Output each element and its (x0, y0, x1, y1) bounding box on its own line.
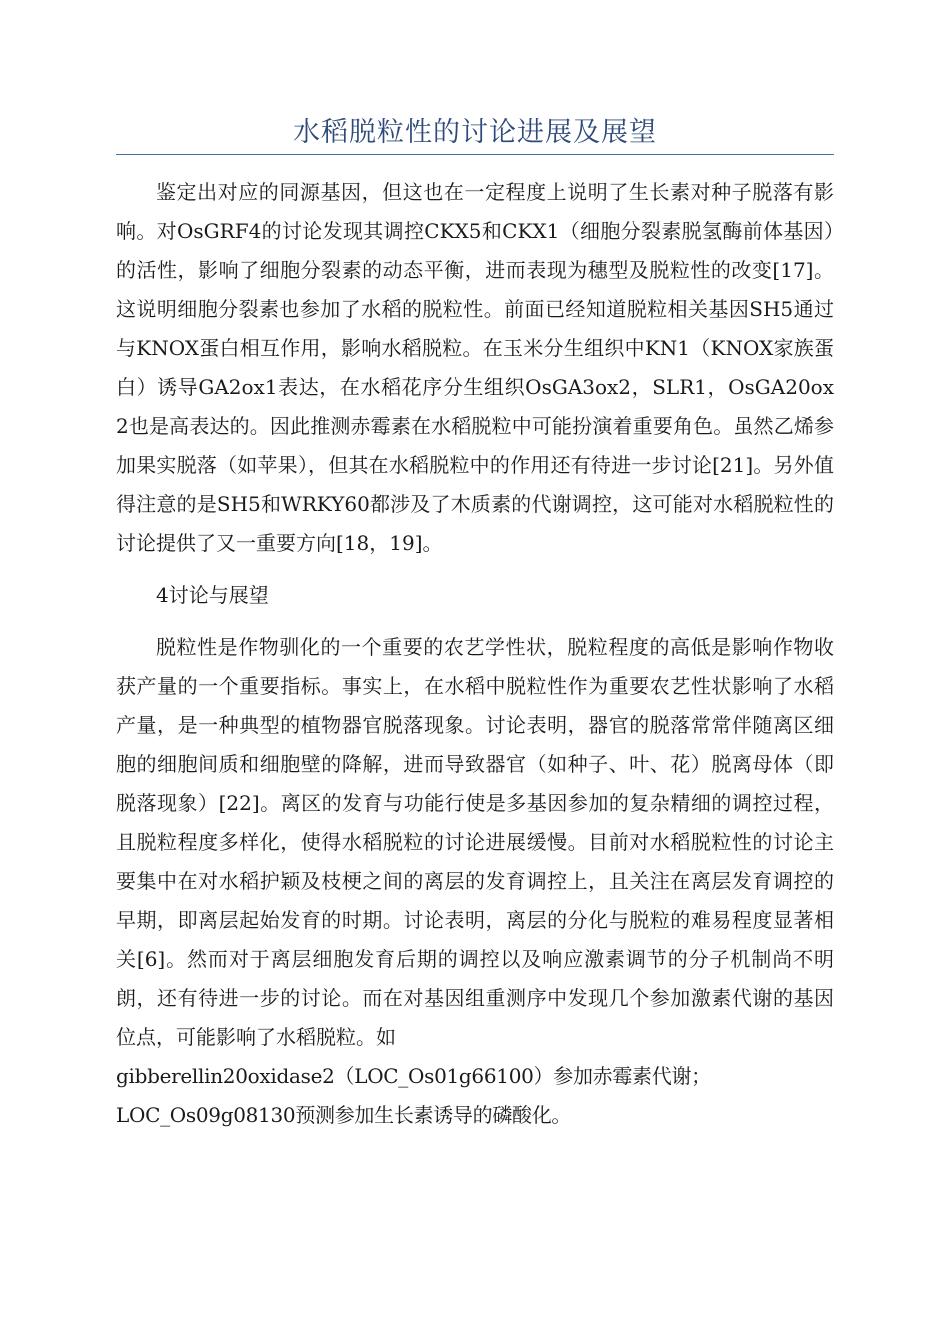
section-heading: 4讨论与展望 (156, 583, 269, 607)
document-body (116, 173, 834, 1135)
paragraph-line-4: LOC_Os09g08130预测参加生长素诱导的磷酸化。 (116, 1103, 572, 1127)
title-underline (116, 154, 834, 155)
paragraph-1: 鉴定出对应的同源基因，但这也在一定程度上说明了生长素对种子脱落有影响。对OsGRF4的讨论发现其调控CKX5和CKX1（细胞分裂素脱氢酶前体基因）的活性，影响了细胞分裂素的动态平衡，进而表现为穗型及脱粒性的改变[17]。这说明细胞分裂素也参加了水稻的脱粒性。前面已经知道脱粒相关基因SH5通过与KNOX蛋白相互作用，影响水稻脱粒。在玉米分生组织中KN1（KNOX家族蛋白）诱导GA2ox1表达，在水稻花序分生组织OsGA3ox2，SLR1，OsGA20ox2也是高表达的。因此推测赤霉素在水稻脱粒中可能扮演着重要角色。虽然乙烯参加果实脱落（如苹果），但其在水稻脱粒中的作用还有待进一步讨论[21]。另外值得注意的是SH5和WRKY60都涉及了木质素的代谢调控，这可能对水稻脱粒性的讨论提供了又一重要方向[18，19]。 (116, 180, 834, 555)
paragraph-line-3: gibberellin20oxidase2（LOC_Os01g66100）参加赤霉素代谢； (116, 1064, 711, 1088)
page-title: 水稻脱粒性的讨论进展及展望 (293, 117, 657, 148)
paragraph-2: 脱粒性是作物驯化的一个重要的农艺学性状，脱粒程度的高低是影响作物收获产量的一个重要指标。事实上，在水稻中脱粒性作为重要农艺性状影响了水稻产量，是一种典型的植物器官脱落现象。讨论表明，器官的脱落常常伴随离区细胞的细胞间质和细胞壁的降解，进而导致器官（如种子、叶、花）脱离母体（即脱落现象）[22]。离区的发育与功能行使是多基因参加的复杂精细的调控过程，且脱粒程度多样化，使得水稻脱粒的讨论进展缓慢。目前对水稻脱粒性的讨论主要集中在对水稻护颖及枝梗之间的离层的发育调控上，且关注在离层发育调控的早期，即离层起始发育的时期。讨论表明，离层的分化与脱粒的难易程度显著相关[6]。然而对于离层细胞发育后期的调控以及响应激素调节的分子机制尚不明朗，还有待进一步的讨论。而在对基因组重测序中发现几个参加激素代谢的基因位点，可能影响了水稻脱粒。如 (116, 635, 834, 1049)
